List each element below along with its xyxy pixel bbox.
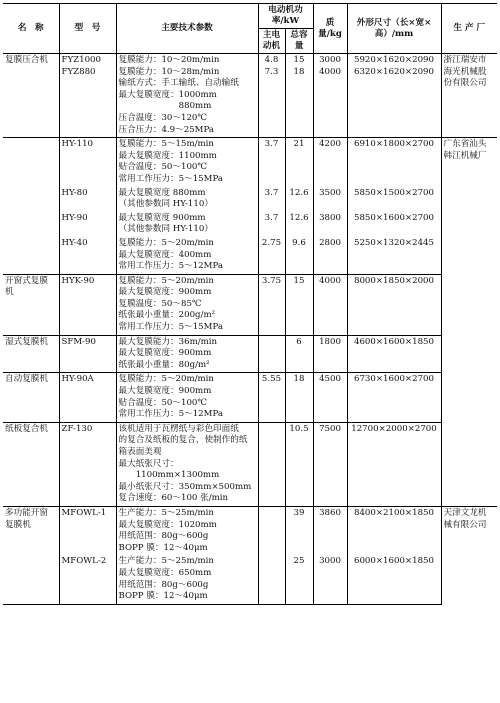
- cell-power-total-line: 6: [296, 336, 302, 347]
- cell-mass-line: 4200: [319, 139, 341, 150]
- cell-power-total: [285, 555, 313, 604]
- cell-model: [59, 187, 116, 212]
- cell-power-main-line: 4.8: [264, 55, 279, 65]
- cell-specs-line: 最大复膜宽度：400mm: [118, 249, 212, 260]
- cell-dims-line: 5850×1600×2700: [353, 212, 434, 223]
- cell-specs-line: 常用工作压力：5～15MPa: [118, 322, 223, 333]
- cell-model-line: HYK-90: [61, 275, 95, 286]
- cell-specs: [116, 506, 258, 555]
- cell-mass-line: 3500: [319, 187, 341, 198]
- cell-model: [59, 555, 116, 604]
- cell-model-line: HY-90: [61, 212, 88, 223]
- table-row: [3, 138, 497, 187]
- cell-model: [59, 335, 116, 373]
- cell-name: 复膜压合机: [3, 54, 59, 138]
- table-row: [3, 212, 497, 237]
- cell-model-line: ZF-130: [61, 423, 93, 434]
- cell-power-main-line: 3.7: [264, 212, 279, 223]
- header-power: 电动机功率/kW: [258, 4, 313, 29]
- header-specs: 主要技术参数: [116, 4, 258, 54]
- header-power-total: 总容量: [285, 29, 313, 54]
- cell-mass: [313, 274, 347, 335]
- cell-power-total-line: 9.6: [292, 237, 306, 248]
- cell-power-total: [285, 54, 313, 138]
- table-row: [3, 335, 497, 373]
- cell-specs: [116, 54, 258, 138]
- cell-specs: [116, 555, 258, 604]
- cell-power-total: [285, 212, 313, 237]
- cell-specs: [116, 187, 258, 212]
- cell-model-line: HY-80: [61, 187, 88, 198]
- table-row: [3, 187, 497, 212]
- cell-maker: 天津文龙机械有限公司: [441, 506, 497, 604]
- header-maker: 生 产 厂: [441, 4, 497, 54]
- cell-dims-line: 6320×1620×2090: [353, 66, 434, 77]
- cell-mass: [313, 212, 347, 237]
- cell-specs-line: 复膜能力：5～20m/min: [118, 374, 214, 385]
- cell-dims-line: 6910×1800×2700: [353, 139, 434, 150]
- cell-specs-line: 最大复膜宽度：900mm: [118, 348, 212, 359]
- cell-dims: [347, 555, 441, 604]
- cell-specs: [116, 422, 258, 506]
- cell-power-main: [258, 422, 285, 506]
- cell-specs-line: 压合温度：30～120℃: [118, 112, 208, 123]
- equipment-table: [3, 3, 497, 605]
- cell-specs-line: 最大复膜宽度：650mm: [118, 567, 212, 578]
- cell-specs-line: 最大复膜宽度 900mm: [118, 212, 206, 223]
- cell-specs-line: 最大纸张尺寸：: [118, 458, 179, 469]
- cell-power-main: [258, 555, 285, 604]
- cell-name: 多功能开窗复膜机: [3, 506, 59, 555]
- cell-dims: [347, 373, 441, 422]
- cell-model-line: MFOWL-1: [61, 507, 107, 518]
- cell-specs-line: 常用工作压力：5～12MPa: [118, 409, 223, 420]
- cell-dims-line: 5850×1500×2700: [353, 187, 434, 198]
- cell-mass-line: 3000: [319, 556, 341, 567]
- cell-model: [59, 212, 116, 237]
- cell-specs-line: 1100mm×1300mm: [118, 470, 220, 481]
- cell-power-total-line: 25: [293, 556, 305, 567]
- table-row: [3, 373, 497, 422]
- cell-specs-line: 复膜能力：10～28m/min: [118, 66, 220, 77]
- cell-dims-line: 6730×1600×2700: [353, 374, 434, 385]
- cell-specs-line: 复合速度：60～100 张/min: [118, 493, 229, 504]
- cell-specs-line: 最大复膜宽度：1000mm: [118, 89, 217, 100]
- cell-power-main: [258, 373, 285, 422]
- cell-model-line: FYZ1000: [61, 55, 101, 65]
- cell-power-main-line: 3.75: [261, 275, 282, 286]
- cell-maker: 广东省汕头韩江机械厂: [441, 138, 497, 507]
- cell-power-main: [258, 237, 285, 274]
- cell-specs-line: 生产能力：5～25m/min: [118, 556, 214, 567]
- cell-specs-line: 最大复膜宽度：900mm: [118, 386, 212, 397]
- cell-dims-line: 5920×1620×2090: [353, 55, 434, 65]
- cell-power-main-line: 2.75: [261, 237, 282, 248]
- cell-specs-line: 输纸方式：手工输纸、自动输纸: [118, 78, 239, 89]
- cell-dims: [347, 187, 441, 212]
- cell-mass: [313, 506, 347, 555]
- table-row: [3, 274, 497, 335]
- cell-name: [3, 237, 59, 274]
- cell-model-line: HY-40: [61, 237, 88, 248]
- cell-dims-line: 12700×2000×2700: [351, 423, 437, 434]
- header-name: 名 称: [3, 4, 59, 54]
- cell-power-main: [258, 54, 285, 138]
- cell-specs-line: 880mm: [118, 101, 212, 112]
- cell-model: [59, 422, 116, 506]
- cell-power-total: [285, 187, 313, 212]
- cell-mass-line: 4500: [319, 374, 341, 385]
- cell-model-line: MFOWL-2: [61, 556, 107, 567]
- cell-specs-line: 用纸范围：80g～600g: [118, 531, 209, 542]
- cell-power-total-line: 12.6: [289, 212, 309, 223]
- cell-name: [3, 138, 59, 187]
- cell-mass-line: 2800: [319, 237, 341, 248]
- cell-specs-line: 最大复膜宽度：900mm: [118, 287, 212, 298]
- cell-power-total: [285, 506, 313, 555]
- cell-mass: [313, 335, 347, 373]
- cell-power-main: [258, 212, 285, 237]
- cell-power-total-line: 18: [293, 374, 305, 385]
- cell-maker: 浙江瑞安市海光机械股份有限公司: [441, 54, 497, 138]
- cell-mass: [313, 237, 347, 274]
- cell-specs-line: BOPP 膜：12～40μm: [118, 542, 208, 553]
- cell-mass-line: 7500: [319, 423, 341, 434]
- cell-specs-line: （其他参数同 HY-110）: [118, 199, 213, 210]
- cell-power-total: [285, 373, 313, 422]
- cell-name: 自动复膜机: [3, 373, 59, 422]
- cell-specs: [116, 373, 258, 422]
- cell-power-main-line: 5.55: [261, 374, 282, 385]
- cell-power-main: [258, 506, 285, 555]
- cell-specs-line: 生产能力：5～25m/min: [118, 507, 214, 518]
- cell-dims: [347, 335, 441, 373]
- cell-mass: [313, 373, 347, 422]
- cell-mass: [313, 555, 347, 604]
- cell-power-total: [285, 335, 313, 373]
- cell-specs-line: BOPP 膜：12～40μm: [118, 591, 208, 602]
- cell-mass: [313, 138, 347, 187]
- cell-power-total-line: 12.6: [289, 187, 309, 198]
- cell-specs-line: 复膜温度：50～85℃: [118, 298, 202, 309]
- cell-dims: [347, 506, 441, 555]
- cell-mass-line: 4000: [319, 275, 341, 286]
- cell-power-main-line: 3.7: [264, 187, 279, 198]
- cell-name: [3, 555, 59, 604]
- header-dims: 外形尺寸（长×宽×高）/mm: [347, 4, 441, 54]
- cell-model-line: SFM-90: [61, 336, 96, 347]
- cell-specs: [116, 237, 258, 274]
- cell-model-line: HY-110: [61, 139, 94, 150]
- header-model: 型 号: [59, 4, 116, 54]
- cell-name: 湿式复膜机: [3, 335, 59, 373]
- cell-dims-line: 8000×1850×2000: [353, 275, 434, 286]
- cell-specs-line: 复膜能力：5～20m/min: [118, 237, 214, 248]
- cell-power-main-line: 3.7: [264, 139, 279, 150]
- cell-specs: [116, 274, 258, 335]
- cell-specs-line: 贴合温度：50～100℃: [118, 397, 208, 408]
- cell-model: [59, 237, 116, 274]
- table-row: [3, 555, 497, 604]
- table-row: [3, 422, 497, 506]
- cell-specs-line: 最小纸张尺寸：350mm×500mm: [118, 481, 252, 492]
- cell-specs-line: 贴合温度：50～100℃: [118, 162, 208, 173]
- cell-mass: [313, 422, 347, 506]
- cell-specs-line: 最大复膜宽度：1020mm: [118, 519, 217, 530]
- cell-specs-line: 用纸范围：80g～600g: [118, 579, 209, 590]
- cell-specs-line: 常用工作压力：5～15MPa: [118, 173, 223, 184]
- cell-name: [3, 212, 59, 237]
- cell-mass-line: 3000: [319, 55, 341, 65]
- cell-specs-line: （其他参数同 HY-110）: [118, 224, 213, 235]
- cell-model: [59, 506, 116, 555]
- cell-model: [59, 274, 116, 335]
- cell-specs: [116, 138, 258, 187]
- cell-power-main: [258, 138, 285, 187]
- table-row: [3, 506, 497, 555]
- cell-specs-line: 压合压力：4.9～25MPa: [118, 124, 214, 135]
- cell-dims: [347, 274, 441, 335]
- cell-power-total: [285, 237, 313, 274]
- cell-dims-line: 8400×2100×1850: [353, 507, 434, 518]
- cell-dims-line: 4600×1600×1850: [353, 336, 434, 347]
- cell-mass-line: 4000: [319, 66, 341, 77]
- cell-name: 开窗式复膜机: [3, 274, 59, 335]
- header-power-main: 主电动机: [258, 29, 285, 54]
- cell-specs-line: 复膜能力：10～20m/min: [118, 55, 220, 65]
- cell-mass: [313, 187, 347, 212]
- cell-dims-line: 5250×1320×2445: [353, 237, 434, 248]
- cell-name: [3, 187, 59, 212]
- cell-specs-line: 最大复膜宽度 880mm: [118, 187, 206, 198]
- cell-specs: [116, 335, 258, 373]
- cell-dims: [347, 237, 441, 274]
- cell-power-total: [285, 138, 313, 187]
- cell-mass-line: 3800: [319, 212, 341, 223]
- cell-name: 纸板复合机: [3, 422, 59, 506]
- cell-power-total-line: 10.5: [289, 423, 309, 434]
- cell-power-total-line: 18: [293, 66, 305, 77]
- table-body: [3, 54, 497, 605]
- cell-dims: [347, 212, 441, 237]
- cell-power-total-line: 15: [293, 275, 305, 286]
- cell-specs-line: 最大复膜能力：36m/min: [118, 336, 218, 347]
- cell-dims: [347, 54, 441, 138]
- cell-model: [59, 54, 116, 138]
- cell-specs-line: 常用工作压力：5～12MPa: [118, 261, 223, 272]
- cell-mass-line: 3860: [319, 507, 341, 518]
- cell-specs-line: 纸张最小重量：200g/m²: [118, 310, 216, 321]
- cell-specs: [116, 212, 258, 237]
- cell-specs-line: 复膜能力：5～20m/min: [118, 275, 214, 286]
- cell-dims-line: 6000×1600×1850: [353, 556, 434, 567]
- cell-specs-line: 纸张最小重量：80g/m²: [118, 359, 210, 370]
- cell-model-line: HY-90A: [61, 374, 94, 385]
- table-row: [3, 54, 497, 138]
- table-row: [3, 237, 497, 274]
- cell-power-total-line: 21: [293, 139, 305, 150]
- cell-power-total: [285, 422, 313, 506]
- cell-power-main: [258, 187, 285, 212]
- cell-power-total: [285, 274, 313, 335]
- cell-specs-line: 复膜能力：5～15m/min: [118, 139, 214, 150]
- cell-mass: [313, 54, 347, 138]
- cell-model: [59, 138, 116, 187]
- cell-model: [59, 373, 116, 422]
- cell-model-line: FYZ880: [61, 66, 96, 77]
- cell-dims: [347, 422, 441, 506]
- cell-power-total-line: 15: [293, 55, 305, 65]
- cell-power-main: [258, 274, 285, 335]
- header-mass: 质量/kg: [313, 4, 347, 54]
- cell-specs-line: 最大复膜宽度：1100mm: [118, 150, 217, 161]
- cell-specs-line: 的复合及纸板的复合，使制作的纸: [118, 435, 248, 446]
- cell-power-main-line: 7.3: [264, 66, 279, 77]
- cell-dims: [347, 138, 441, 187]
- cell-power-main: [258, 335, 285, 373]
- cell-mass-line: 1800: [319, 336, 341, 347]
- cell-power-total-line: 39: [293, 507, 305, 518]
- cell-specs-line: 该机适用于瓦楞纸与彩色印面纸: [118, 423, 239, 434]
- cell-specs-line: 箱表面美观: [118, 447, 162, 457]
